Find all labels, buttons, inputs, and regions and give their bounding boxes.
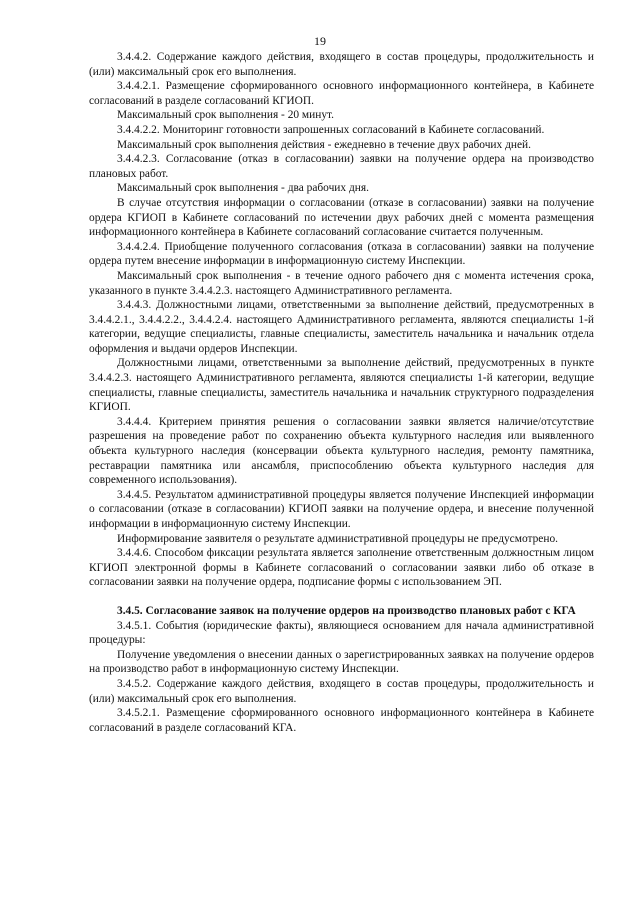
paragraph: 3.4.4.3. Должностными лицами, ответственными за выполнение действий, предусмотренных в 3.4.4.2.1., 3.4.4.2.2., 3.4.4.2.4. настоящего Административного регламента, являются специалисты 1-й категории, ведущие специалисты, главные специалисты, заместитель начальника и начальник отдела оформления и выдачи ордеров Инспекции.: [89, 299, 594, 355]
paragraph: Должностными лицами, ответственными за выполнение действий, предусмотренных в пункте 3.4.4.2.3. настоящего Административного регламента, являются специалисты 1-й категории, ведущие специалисты, главные специалисты, заместитель начальника и начальник структурного подразделения КГИОП.: [89, 357, 594, 414]
paragraph: 3.4.4.5. Результатом административной процедуры является получение Инспекцией информации о согласовании (отказе в согласовании) КГИОП заявки на получение ордера, и внесение полученной информации в информационную систему Инспекции.: [89, 488, 594, 530]
paragraph: Максимальный срок выполнения - два рабочих дня.: [117, 182, 369, 195]
paragraph: 3.4.4.2.1. Размещение сформированного основного информационного контейнера, в Кабинете согласований в разделе согласований КГИОП.: [89, 80, 594, 107]
paragraph: 3.4.4.2.4. Приобщение полученного согласования (отказа в согласовании) заявки на получение ордера путем внесение информации в информационную систему Инспекции.: [89, 240, 594, 268]
section-gap: [89, 590, 594, 604]
paragraph: 3.4.5.2.1. Размещение сформированного основного информационного контейнера в Кабинете согласований в разделе согласований КГА.: [89, 707, 594, 734]
paragraph: В случае отсутствия информации о согласовании (отказе в согласовании) заявки на получение ордера КГИОП в Кабинете согласований по истечении двух рабочих дней с момента размещения информационного контейнера в Кабинете согласований согласование считается полученным.: [89, 196, 594, 239]
paragraph: Максимальный срок выполнения действия - ежедневно в течение двух рабочих дней.: [117, 138, 531, 151]
section-heading: 3.4.5. Согласование заявок на получение ордеров на производство плановых работ с КГА: [117, 604, 576, 617]
paragraph: 3.4.4.4. Критерием принятия решения о согласовании заявки является наличие/отсутствие разрешения на проведение работ по сохранению объекта культурного наследия или выявленного объекта культурного наследия (консервации объекта культурного наследия, ремонту памятника, реставрации памятника или ансамбля, приспособлению объекта культурного наследия для современного использования).: [89, 415, 594, 487]
paragraph: Максимальный срок выполнения - в течение одного рабочего дня с момента истечения срока, указанного в пункте 3.4.4.2.3. настоящего Административного регламента.: [89, 269, 594, 297]
paragraph: 3.4.5.2. Содержание каждого действия, входящего в состав процедуры, продолжительность и (или) максимальный срок его выполнения.: [89, 677, 594, 705]
paragraph: 3.4.4.2.3. Согласование (отказ в согласовании) заявки на получение ордера на производство плановых работ.: [89, 153, 594, 180]
paragraph: 3.4.4.2. Содержание каждого действия, входящего в состав процедуры, продолжительность и (или) максимальный срок его выполнения.: [89, 51, 594, 78]
paragraph: 3.4.4.6. Способом фиксации результата является заполнение ответственным должностным лицом КГИОП электронной формы в Кабинете согласований о согласовании заявки либо об отказе в согласовании заявки на получение ордера, подписание формы с использованием ЭП.: [89, 547, 594, 589]
paragraph: Максимальный срок выполнения - 20 минут.: [117, 109, 334, 122]
page-number: 19: [314, 34, 326, 48]
paragraph: 3.4.5.1. События (юридические факты), являющиеся основанием для начала административной процедуры:: [89, 619, 594, 647]
paragraph: 3.4.4.2.2. Мониторинг готовности запрошенных согласований в Кабинете согласований.: [117, 123, 545, 136]
paragraph: Информирование заявителя о результате административной процедуры не предусмотрено.: [117, 532, 558, 545]
paragraph: Получение уведомления о внесении данных о зарегистрированных заявках на получение ордеров на производство работ в информационную систему Инспекции.: [89, 648, 594, 676]
document-body: [89, 50, 594, 735]
